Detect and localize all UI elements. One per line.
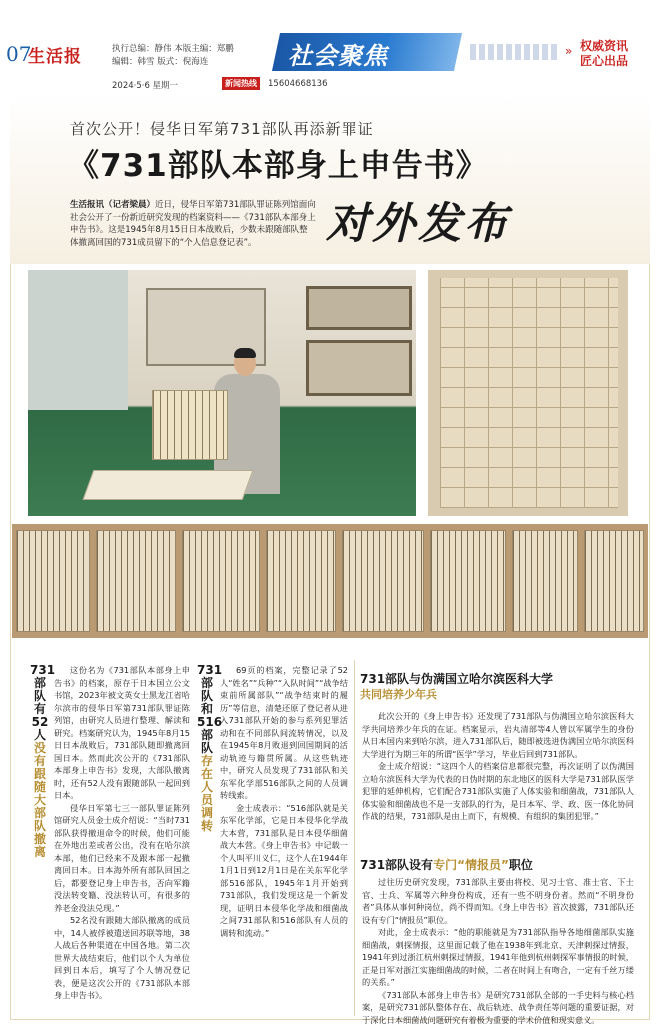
column-2-para-1: 69页的档案，完整记录了52人“姓名”“兵种”“入队时间”“战争结束前所属部队”“战争结束时的履历”等信息，清楚还原了登记者从进入731部队开始的参与系列犯罪活动和在不同部队间流转情况，以及在1945年8月败退到回国期间的活动轨迹与籍贯所属。从这些轨迹中，研究人员发现了731部队和关东军化学部516部队之间的人员调转线索。	[220, 665, 348, 800]
photo-wall	[28, 270, 128, 410]
photo-document-pages-strip	[12, 524, 648, 638]
slogan-chevron-icon: »	[565, 44, 573, 58]
column-divider	[354, 660, 355, 1016]
section-title: 社会聚焦	[288, 42, 388, 70]
section-3-heading: 731部队与伪满国立哈尔滨医科大学	[360, 672, 554, 686]
subhead-516-unit-main: 731部队和516部队	[197, 663, 223, 755]
photo-display-case-upper	[306, 286, 412, 330]
photo-held-document	[152, 390, 228, 460]
column-3-para-1: 此次公开的《身上申告书》还发现了731部队与伪满国立哈尔滨医科大学共同培养少年兵的在证。档案显示，岩丸清部等4人曾以军属学生的身份从日本国内来到哈尔滨，进入731部队后，随即被选进伪满国立哈尔滨医科大学进行为期三年的所谓“医学”学习，毕业后回到731部队。	[362, 711, 634, 759]
page-header	[0, 0, 657, 92]
column-4-para-2: 对此，金士成表示：“他的职能就是为731部队指导各地细菌部队实施细菌战，刺探情报，这里面记载了他在1938年到北京、天津刺探过情报，1941年到过浙江杭州刺探过情报，1941年他到杭州刺探军事情报的时候，正是日军对浙江实施细菌战的时候，二者在时间上有吻合，一定有千丝万缕的关系。”	[362, 927, 634, 987]
hotline-number: 15604668136	[268, 79, 328, 89]
slogan	[580, 39, 628, 69]
article-title: 《731部队本部身上申告书》	[68, 148, 488, 184]
page-number: 07	[6, 42, 32, 66]
photo-page	[430, 530, 506, 632]
article-lead	[70, 199, 316, 249]
hotline-badge: 新闻热线	[222, 77, 260, 90]
lead-text: 近日，侵华日军第731部队罪证陈列馆面向社会公开了一份新近研究发现的档案资料——《731部队本部身上申告书》。这是1945年8月15日日本战败后，少数未跟随部队整体撤离回国的731成员留下的“个人信息登记表”。	[70, 200, 316, 248]
article-title-big: 对外发布	[326, 199, 510, 249]
slogan-line1: 权威资讯	[580, 39, 629, 53]
section-4-heading	[360, 856, 533, 873]
photo-page	[96, 530, 176, 632]
slogan-line2: 匠心出品	[580, 54, 629, 68]
column-1-para-2: 侵华日军第七三一部队罪证陈列馆研究人员金士成介绍说：“当时731部队获得撤退命令的时候，他们可能在外地出差或者公出，没有在哈尔滨本部，他们已经来不及跟本部一起撤离回日本。日本海外所有部队回国之后，都要登记身上申告书，否向军籍没法转变籍、没法转认可，有很多的养老金没法兑现。”	[54, 802, 190, 913]
column-4-para-3: 《731部队本部身上申告书》是研究731部队全部的一手史料与核心档案，是研究731部队整体存在、战后轨迹、战争责任等问题的重要证据，对于深化日本细菌战问题研究有着极为重要的学术价值和现实意义。	[362, 989, 634, 1024]
subhead-52-people	[30, 663, 56, 859]
column-1-para-3: 52名没有跟随大部队撤离的成员中，14人被俘被遣送回苏联等地，38人战后各种渠道在中国各地。第二次世界大战结束后，他们以个人为单位回到日本后，填写了个人情况登记表，便是这次公开的《731部队本部身上申告书》。	[54, 915, 190, 1000]
column-1-para-1: 这份名为《731部队本部身上申告书》的档案，原存于日本国立公文书馆，2023年被文英女士黑龙江省哈尔滨市的侵华日军第731部队罪证陈列馆，由研究人员进行整理、解读和研究。档案研究认为，1945年8月15日日本战败后，731部队随即撤离回国日本。然而此次公开的《731部队本部身上申告书》发现，大部队撤离时，还有52人没有跟随部队一起回到日本。	[54, 665, 190, 800]
photo-page	[266, 530, 336, 632]
column-1	[54, 664, 190, 1002]
editor-credits-line1: 执行总编：静伟 本版主编：郑鹏	[112, 44, 234, 54]
photo-page	[512, 530, 578, 632]
section-3-subheading: 共同培养少年兵	[360, 688, 437, 701]
section-4-heading-main: 731部队设有	[360, 858, 434, 872]
dateline: 生活报讯（记者梁晨）	[70, 200, 156, 210]
column-4-para-1: 过往历史研究发现，731部队主要由将校、见习士官、准士官、下士官、士兵、军属等六种身份构成，还有一些不明身份者。然而“不明身份者”具体从事何种岗位，尚不得而知。《身上申告书》首次披露，731部队还设有专门“情报员”职位。	[362, 877, 634, 925]
editor-credits	[112, 43, 234, 69]
banner-stripes-decoration	[470, 44, 560, 60]
section-4-heading-highlight: 专门“情报员”	[433, 858, 509, 872]
photo-page	[16, 530, 90, 632]
photo-exhibition-presenter	[28, 270, 416, 516]
section-4-heading-tail: 职位	[508, 858, 533, 872]
photo-table-document	[83, 470, 254, 500]
photo-page	[584, 530, 644, 632]
article-kicker: 首次公开！侵华日军第731部队再添新罪证	[70, 120, 374, 138]
column-2-para-2: 金士成表示：“516部队就是关东军化学部，它是日本侵华化学战大本营，731部队是日本侵华细菌战大本营。《身上申告书》中记载一个人叫平川义仁，这个人在1944年1月1日到12月1日是在关东军化学部516部队，1945年1月开始到731部队，我们发现这是一个新发现，证明日本侵华化学战和细菌战之间731部队和516部队有人员的调转和流动。”	[220, 802, 348, 938]
column-4	[362, 876, 634, 1024]
subhead-516-unit-sub: 存在人员调转	[200, 754, 213, 833]
photo-archive-sheet	[440, 278, 618, 508]
photo-page	[342, 530, 424, 632]
issue-date: 2024·5·6 星期一	[112, 81, 179, 91]
subhead-52-people-sub: 没有跟随大部队撤离	[33, 741, 46, 859]
column-3-para-2: 金士成介绍说：“这四个人的档案信息都很完整，再次证明了以伪满国立哈尔滨医科大学为代表的日伪时期的东北地区的医科大学是731部队医学犯罪的延伸机构，它们配合731部队实施了人体实验和细菌战，731部队人体实验和细菌战也不是一支部队的行为，是日本军、学、政、医一体化协同作战的结果，731部队是由上而下，有规模、有组织的集团犯罪。”	[362, 761, 634, 821]
photo-page	[182, 530, 260, 632]
photo-person-hair	[234, 348, 256, 358]
column-2	[220, 664, 348, 939]
column-3	[362, 710, 634, 823]
photo-display-case-lower	[306, 340, 412, 396]
photo-archive-document	[428, 270, 628, 516]
newspaper-logo: 生活报	[28, 47, 82, 67]
editor-credits-line2: 编辑：韩雪 版式：倪海连	[112, 57, 209, 67]
subhead-52-people-main: 731部队有52人	[30, 663, 56, 742]
subhead-516-unit	[197, 663, 223, 833]
